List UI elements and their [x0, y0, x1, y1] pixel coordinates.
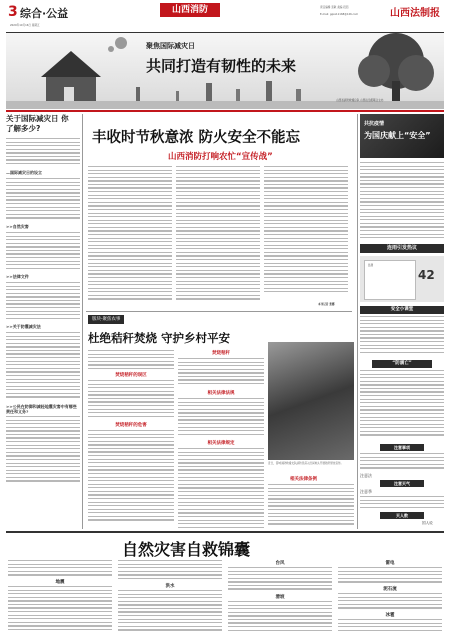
- right-box3-title: “防溺亡”: [372, 360, 432, 368]
- email-line: E-mail: gqsx11168@126.com: [320, 13, 359, 16]
- banner-title-text: 共同打造有韧性的未来: [146, 57, 297, 75]
- left-sub-3: >>法律文件: [6, 274, 29, 279]
- paper-logo-text: 山西法制报: [390, 8, 440, 19]
- feature-sub-2: 焚烧秸秆的危害: [115, 423, 147, 428]
- bottom-sub-3: 台风: [275, 561, 285, 566]
- bottom-sub-1: 地震: [55, 580, 65, 585]
- right-box1-title: 连雨引发热议: [360, 244, 444, 253]
- left-text-6: [6, 416, 80, 486]
- section-name: 综合·公益: [20, 7, 69, 20]
- feature-sub-6: 相关法律条例: [290, 477, 317, 482]
- masthead-logo: [160, 3, 220, 17]
- left-text-2: [6, 178, 80, 222]
- left-column: [6, 114, 80, 529]
- paper-logo: [390, 4, 440, 19]
- bottom-sub-6: 泥石流: [383, 587, 397, 592]
- main-body-1: [88, 166, 172, 308]
- editor-line: 责任编辑 张敏 美编 段茹: [320, 6, 349, 9]
- right-text-2: [360, 316, 444, 356]
- right-text-1: [360, 162, 444, 242]
- banner-illustration: [6, 33, 444, 109]
- right-box6-title: 天人数: [380, 512, 424, 519]
- date-line: 2020年10月16日 星期五: [10, 24, 40, 27]
- bottom-text-1: [8, 560, 112, 578]
- left-divider: [82, 114, 83, 529]
- feature-text-1: [88, 350, 174, 370]
- feature-tag: [88, 315, 124, 324]
- page-header: [0, 0, 450, 34]
- main-subhead: 山西消防打响农忙“宣传战”: [168, 152, 273, 162]
- right-title: 为国庆献上“安全”: [364, 131, 431, 140]
- left-text-4: [6, 282, 80, 322]
- weather-value: 42: [418, 268, 435, 282]
- bottom-text-4: [118, 590, 222, 634]
- bottom-sub-7: 冰雹: [385, 613, 395, 618]
- left-text-3: [6, 232, 80, 272]
- right-box6-foot: 国人说: [422, 521, 433, 525]
- right-badge: 共抗疫情: [364, 121, 385, 127]
- main-body-3: [264, 166, 348, 302]
- bottom-text-7: [338, 567, 442, 585]
- masthead-text: 山西消防: [171, 5, 208, 15]
- right-box5-side: 注意季: [360, 489, 372, 494]
- bottom-col-2: [118, 560, 222, 636]
- feature-title: 杜绝秸秆焚烧 守护乡村平安: [88, 331, 231, 345]
- right-box4-side: 注意法: [360, 473, 372, 478]
- feature-text-6: [178, 448, 264, 532]
- banner-kicker: [146, 41, 195, 51]
- bottom-rule: [6, 531, 444, 533]
- feature-sub-4: 相关法律法规: [207, 391, 235, 396]
- left-sub-5: >>公民在防御和减轻地震灾害中有哪些责任和义务?: [6, 404, 77, 414]
- main-headline: 丰收时节秋意浓 防火安全不能忘: [92, 130, 301, 146]
- bottom-text-6: [228, 601, 332, 633]
- banner-title: [146, 55, 296, 76]
- feature-sub-1: 焚烧秸秆的误区: [115, 373, 147, 378]
- bottom-text-8: [338, 593, 442, 611]
- feature-sub-3: 焚烧秸秆: [212, 351, 230, 356]
- main-byline: 本刊记者 张娜: [318, 303, 335, 306]
- feature-tag-text: 版块·聚焦农事: [92, 317, 121, 322]
- banner-kicker-text: 聚焦国际减灾日: [146, 42, 195, 50]
- bottom-sub-2: 洪水: [165, 584, 175, 589]
- main-bottom-rule: [86, 311, 352, 312]
- left-text-5: [6, 332, 80, 402]
- feature-sub-5: 相关法律规定: [207, 441, 235, 446]
- left-text-1: [6, 138, 80, 168]
- banner-rule: [6, 110, 444, 112]
- bottom-col-3: [228, 560, 332, 636]
- feature-text-7: [268, 484, 354, 528]
- bottom-sub-4: 滑坡: [275, 595, 285, 600]
- bottom-col-1: [8, 560, 112, 636]
- page-number: 3: [8, 4, 18, 20]
- bottom-col-4: [338, 560, 442, 636]
- left-sub-1: —国际减灾日的设立: [6, 170, 42, 175]
- right-top-photo: [360, 114, 444, 158]
- feature-photo-caption: 近日，晋城消防救援支队消防员深入田间地头开展秸秆禁烧宣传。: [268, 462, 344, 465]
- bottom-text-3: [118, 560, 222, 582]
- feature-text-3: [88, 430, 174, 526]
- feature-col-2: [178, 350, 264, 528]
- bottom-text-9: [338, 619, 442, 633]
- right-box5-title: 注意天气: [380, 480, 424, 487]
- right-box4-title: 注意事项: [380, 444, 424, 451]
- bottom-sub-5: 雷电: [385, 561, 395, 566]
- feature-text-5: [178, 398, 264, 438]
- left-title: 关于国际减灾日 你了解多少?: [6, 114, 69, 133]
- right-text-3: [360, 370, 444, 440]
- feature-text-2: [88, 380, 174, 420]
- feature-col-1: [88, 350, 174, 528]
- right-text-5: [360, 496, 444, 510]
- left-sub-2: >>自然灾害: [6, 224, 29, 229]
- weather-label: 监测: [368, 264, 374, 267]
- right-text-4: [360, 453, 444, 471]
- bottom-text-5: [228, 567, 332, 593]
- bottom-title: 自然灾害自救锦囊: [122, 540, 251, 559]
- right-divider: [357, 114, 358, 529]
- feature-text-4: [178, 358, 264, 388]
- right-column: [360, 114, 444, 529]
- bottom-text-2: [8, 586, 112, 634]
- main-body-2: [176, 166, 260, 308]
- banner-caption: 山西省消防救援总队 山西法治报联合主办: [336, 99, 384, 102]
- feature-photo: [268, 342, 354, 460]
- left-sub-4: >>关于防震减灾法: [6, 324, 41, 329]
- right-box2-title: 安全小课堂: [360, 306, 444, 314]
- weather-widget: [360, 256, 444, 302]
